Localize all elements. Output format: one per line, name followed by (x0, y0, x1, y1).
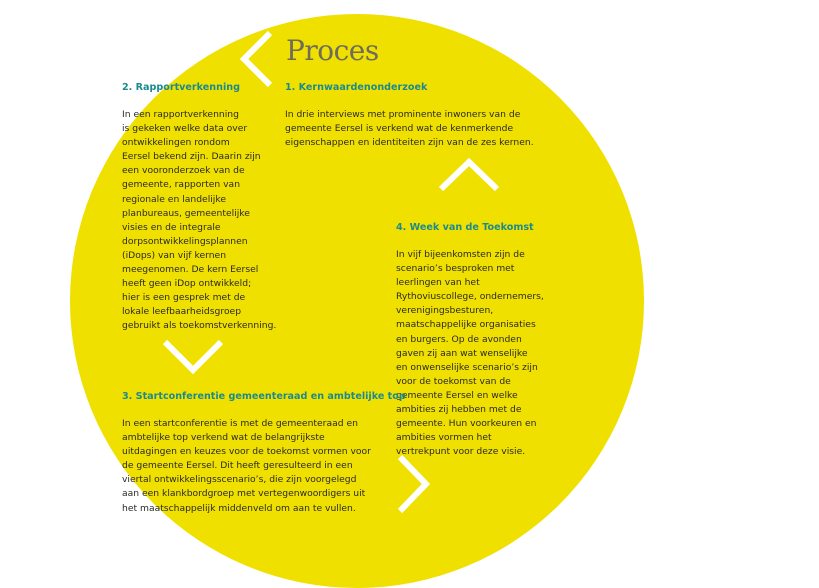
section-3-body: In een startconferentie is met de gemeenteraad en ambtelijke top verkend wat de belangrijkste uitdagingen en keuzes voor de toekomst vormen voor de gemeente Eersel. Dit heeft geresulteerd in een viertal ontwikkelingsscenario’s, die zijn voorgelegd aan een klankbordgroep met vertegenwoordigers uit het maatschappelijk middenveld om aan te vullen. (122, 418, 371, 514)
chevron-up-icon (438, 158, 500, 192)
section-2-body: In een rapportverkenning is gekeken welke data over ontwikkelingen rondom Eersel bekend zijn. Daarin zijn een vooronderzoek van de gemeente, rapporten van regionale en landelijke planbureaus, gemeentelijke visies en de integrale dorpsontwikkelingsplannen (iDops) van vijf kernen meegenomen. De kern Eersel heeft geen iDop ontwikkeld; hier is een gesprek met de lokale leefbaarheidsgroep gebruikt als toekomstverkenning. (122, 109, 277, 332)
section-1-body: In drie interviews met prominente inwoners van de gemeente Eersel is verkend wat de kenmerkende eigenschappen en identiteiten zijn van de zes kernen. (285, 109, 534, 149)
chevron-left-icon (238, 30, 274, 88)
section-4-heading: 4. Week van de Toekomst (396, 222, 534, 233)
chevron-right-icon (396, 454, 432, 514)
section-1-heading: 1. Kernwaardenonderzoek (285, 82, 428, 93)
section-2-heading: 2. Rapportverkenning (122, 82, 240, 93)
chevron-down-icon (162, 338, 224, 374)
page-title: Proces (286, 34, 379, 67)
section-3-heading: 3. Startconferentie gemeenteraad en ambtelijke top (122, 391, 406, 402)
section-4-body: In vijf bijeenkomsten zijn de scenario’s besproken met leerlingen van het Rythoviuscollege, ondernemers, verenigingsbesturen, maatschappelijke organisaties en burgers. Op de avonden gaven zij aan wat wenselijke en onwenselijke scenario’s zijn voor de toekomst van de gemeente Eersel en welke ambities zij hebben met de gemeente. Hun voorkeuren en ambities vormen het vertrekpunt voor deze visie. (396, 249, 544, 458)
